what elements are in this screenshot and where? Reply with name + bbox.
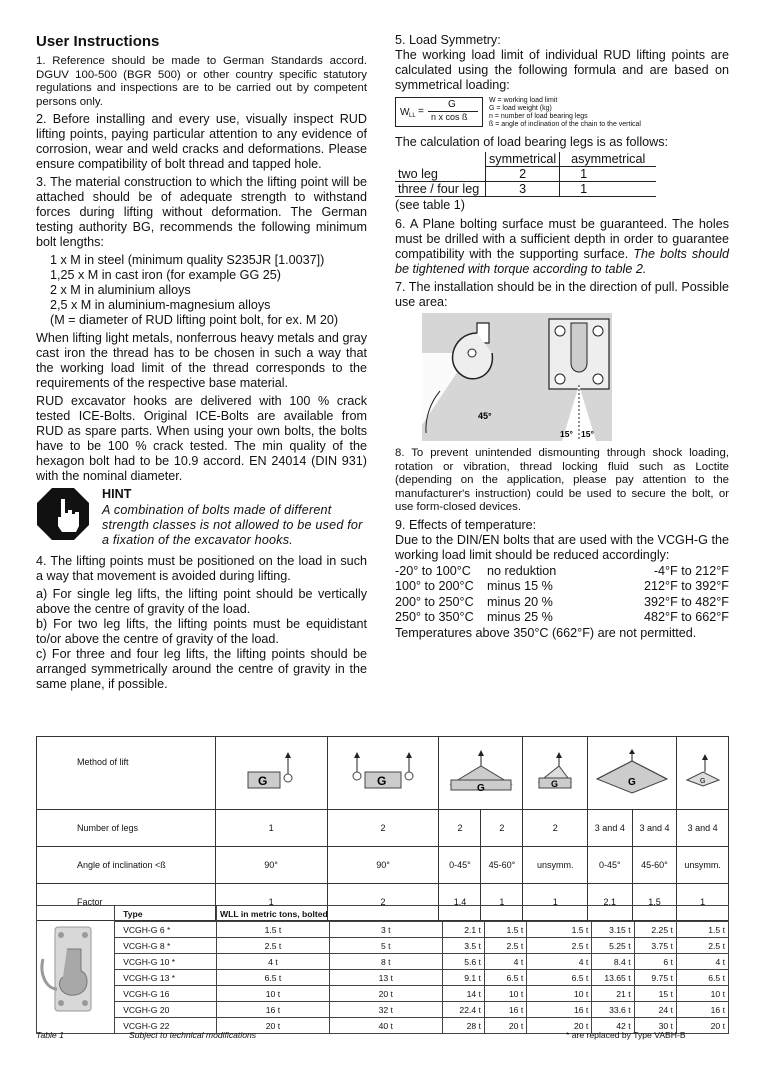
formula-lhs: W <box>400 107 410 118</box>
svg-text:G: G <box>476 783 485 794</box>
section-5-text: The working load limit of individual RUD lifting points are calculated using the following formula and are based on symmetrical loading: <box>395 48 729 92</box>
wll-cell: 16 t <box>484 1002 526 1018</box>
paragraph-6c: c) For three and four leg lifts, the lifting points should be arranged symmetrically around the centre of gravity in the same plane, if possible. <box>36 647 367 691</box>
legs-sym: 3 <box>486 182 560 197</box>
wll-cell: 2.25 t <box>634 922 676 938</box>
legs-sym: 2 <box>486 167 560 182</box>
legs-label: two leg <box>395 167 486 182</box>
legs-intro: The calculation of load bearing legs is as follows: <box>395 135 669 149</box>
bolt-length-note: (M = diameter of RUD lifting point bolt, for ex. M 20) <box>50 313 339 327</box>
formula-legend <box>489 97 641 129</box>
wll-cell: 13 t <box>329 970 442 986</box>
angle-cell: 0-45° <box>587 847 632 884</box>
product-image <box>37 906 115 1034</box>
wll-row <box>37 922 729 938</box>
wll-cell: 40 t <box>329 1018 442 1034</box>
wll-cell: 6.5 t <box>527 970 592 986</box>
paragraph-1: 1. Reference should be made to German Standards accord. DGUV 100-500 (BGR 500) or other country specific statutory regulations and inspections are to be carried out by competent persons only. <box>36 55 367 108</box>
legend-item: ß = angle of inclination of the chain to the vertical <box>489 121 641 128</box>
factor-cell: 1 <box>215 884 327 921</box>
use-area-diagram <box>422 313 612 441</box>
wll-cell: 16 t <box>676 1002 728 1018</box>
hint-box <box>36 487 367 548</box>
formula-box: W LL = G n x cos ß <box>395 97 483 127</box>
method-icon-two-leg <box>439 737 523 810</box>
type-cell: VCGH-G 20 <box>115 1002 217 1018</box>
wll-cell: 32 t <box>329 1002 442 1018</box>
type-cell: VCGH-G 13 * <box>115 970 217 986</box>
legs-cell: 3 and 4 <box>587 810 632 847</box>
angle-15b-label: 15° <box>581 429 594 439</box>
wll-cell: 20 t <box>676 1018 728 1034</box>
wll-cell: 2.5 t <box>527 938 592 954</box>
angle-cell: 45-60° <box>481 847 523 884</box>
temp-row: -20° to 100°C no reduktion -4°F to 212°F <box>395 563 729 578</box>
wll-cell: 2.1 t <box>442 922 484 938</box>
wll-cell: 4 t <box>217 954 330 970</box>
wll-cell: 15 t <box>634 986 676 1002</box>
section-7-text: 7. The installation should be in the direction of pull. Possible use area: <box>395 280 729 309</box>
bolt-length-item: 1 x M in steel (minimum quality S235JR [1.0037]) <box>50 253 325 267</box>
paragraph-2: 2. Before installing and every use, visually inspect RUD lifting points, paying particular attention to any evidence of corrosion, wear and weld cracks and deformations. Please ensure compatibility of bolt thread and tapped hole. <box>36 112 367 171</box>
wll-cell: 1.5 t <box>676 922 728 938</box>
footer-note: Subject to technical modifications <box>129 1030 257 1040</box>
bolt-length-item: 2 x M in aluminium alloys <box>50 283 191 297</box>
temperature-table <box>395 564 729 642</box>
left-column <box>36 33 367 695</box>
wll-cell: 3.5 t <box>442 938 484 954</box>
paragraph-5: RUD excavator hooks are delivered with 100 % crack tested ICE-Bolts. Original ICE-Bolts are available from RUD as spare parts. When using your own bolts, the bolts have to be 100 % crack tested. The min quality of the hexagon bolt had to be 10.9 accord. EN 24014 (DIN 931) with the nominal diameter. <box>36 394 367 483</box>
wll-cell: 21 t <box>592 986 634 1002</box>
temp-row: 200° to 250°C minus 20 % 392°F to 482°F <box>395 594 729 609</box>
replacement-note: * are replaced by Type VABH-B <box>566 1030 686 1040</box>
wll-cell: 9.1 t <box>442 970 484 986</box>
lift-method-table <box>36 736 729 921</box>
wll-cell: 20 t <box>484 1018 526 1034</box>
legs-label: three / four leg <box>395 182 486 197</box>
wll-cell: 8.4 t <box>592 954 634 970</box>
angle-cell: 45-60° <box>632 847 677 884</box>
svg-text:G: G <box>551 779 559 789</box>
wll-cell: 42 t <box>592 1018 634 1034</box>
legs-table <box>395 152 656 197</box>
wll-cell: 10 t <box>217 986 330 1002</box>
paragraph-4: When lifting light metals, nonferrous heavy metals and gray cast iron the thread has to be chosen in such a way that the working load limit of the thread corresponds to the requirements of the respective base material. <box>36 331 367 390</box>
temp-note: Temperatures above 350°C (662°F) are not permitted. <box>395 625 697 640</box>
hand-pointing-icon <box>36 487 90 541</box>
section-8-text: 8. To prevent unintended dismounting through shock loading, rotation or vibration, thread locking fluid such as Loctite (depending on the application, please pay attention to the manufacturer's instruction) could be used to secure the bolt, or use form-closed devices. <box>395 447 729 513</box>
wll-cell: 4 t <box>484 954 526 970</box>
wll-cell: 6.5 t <box>484 970 526 986</box>
temp-row: 100° to 200°C minus 15 % 212°F to 392°F <box>395 579 729 593</box>
wll-cell: 1.5 t <box>484 922 526 938</box>
angle-cell: 90° <box>327 847 439 884</box>
legs-cell: 2 <box>439 810 481 847</box>
wll-cell: 3.15 t <box>592 922 634 938</box>
formula-denominator: n x cos ß <box>431 112 468 122</box>
paragraph-6b: b) For two leg lifts, the lifting points must be equidistant to/or above the centre of gravity of the load. <box>36 617 367 646</box>
wll-cell: 5.25 t <box>592 938 634 954</box>
paragraph-3: 3. The material construction to which the lifting point will be attached should be of adequate strength to withstand forces during lifting without deformation. The German testing authority BG, recommends the following minimum bolt lengths: <box>36 175 367 249</box>
section-9-title: 9. Effects of temperature: <box>395 517 537 532</box>
formula <box>395 97 729 129</box>
paragraph-6: 4. The lifting points must be positioned on the load in such a way that movement is avoided during lifting. <box>36 554 367 583</box>
formula-sub: LL <box>409 113 416 119</box>
angle-cell: unsymm. <box>677 847 729 884</box>
factor-cell: 1.4 <box>439 884 481 921</box>
wll-cell: 14 t <box>442 986 484 1002</box>
legend-item: n = number of load bearing legs <box>489 113 588 120</box>
legs-cell: 2 <box>523 810 588 847</box>
table-caption: Table 1 <box>36 1030 64 1040</box>
legs-asym: 1 <box>560 167 657 182</box>
wll-cell: 4 t <box>676 954 728 970</box>
legs-asym: 1 <box>560 182 657 197</box>
hook-photo-icon <box>37 919 97 1019</box>
method-icon-double <box>327 737 439 810</box>
wll-cell: 33.6 t <box>592 1002 634 1018</box>
legs-cell: 2 <box>327 810 439 847</box>
wll-cell: 10 t <box>484 986 526 1002</box>
legs-cell: 3 and 4 <box>632 810 677 847</box>
type-cell: VCGH-G 6 * <box>115 922 217 938</box>
wll-table <box>36 905 729 1034</box>
svg-text:G: G <box>699 778 706 785</box>
method-icon-four-leg <box>587 737 676 810</box>
factor-cell: 2 <box>327 884 439 921</box>
method-of-lift-label: Method of lift <box>37 737 216 810</box>
type-cell: VCGH-G 22 <box>115 1018 217 1034</box>
wll-row <box>37 954 729 970</box>
section-5-title: 5. Load Symmetry: <box>395 33 501 47</box>
right-column <box>395 33 729 641</box>
wll-cell: 2.5 t <box>484 938 526 954</box>
wll-cell: 1.5 t <box>217 922 330 938</box>
wll-header: WLL in metric tons, bolted <box>217 906 729 922</box>
wll-cell: 5 t <box>329 938 442 954</box>
wll-cell: 1.5 t <box>527 922 592 938</box>
angle-cell: unsymm. <box>523 847 588 884</box>
wll-cell: 20 t <box>527 1018 592 1034</box>
wll-cell: 30 t <box>634 1018 676 1034</box>
angle-15a-label: 15° <box>560 429 573 439</box>
factor-cell: 1 <box>677 884 729 921</box>
method-icon-single <box>215 737 327 810</box>
factor-cell: 2.1 <box>587 884 632 921</box>
wll-cell: 28 t <box>442 1018 484 1034</box>
wll-cell: 10 t <box>527 986 592 1002</box>
wll-cell: 16 t <box>217 1002 330 1018</box>
angle-cell: 90° <box>215 847 327 884</box>
wll-cell: 8 t <box>329 954 442 970</box>
legs-cell: 3 and 4 <box>677 810 729 847</box>
factor-cell: 1.5 <box>632 884 677 921</box>
wll-row <box>37 938 729 954</box>
section-6-italic: The bolts should be tightened with torque according to table 2. <box>395 247 729 276</box>
wll-cell: 3.75 t <box>634 938 676 954</box>
wll-cell: 9.75 t <box>634 970 676 986</box>
hint-text: A combination of bolts made of different strength classes is not allowed to be used for a fixation of the excavator hooks. <box>102 503 363 547</box>
factor-label: Factor <box>37 884 216 921</box>
wll-cell: 6 t <box>634 954 676 970</box>
wll-cell: 13.65 t <box>592 970 634 986</box>
type-cell: VCGH-G 16 <box>115 986 217 1002</box>
wll-cell: 20 t <box>329 986 442 1002</box>
bolt-length-item: 1,25 x M in cast iron (for example GG 25) <box>50 268 281 282</box>
angle-label: Angle of inclination <ß <box>37 847 216 884</box>
section-6-text: 6. A Plane bolting surface must be guaranteed. The holes must be drilled with a sufficient depth in order to guarantee compatibility with the supporting surface. The bolts should be tightened with torque according to table 2. <box>395 217 729 276</box>
number-of-legs-label: Number of legs <box>37 810 216 847</box>
hint-title: HINT <box>102 487 132 501</box>
legs-cell: 2 <box>481 810 523 847</box>
wll-cell: 6.5 t <box>676 970 728 986</box>
wll-cell: 22.4 t <box>442 1002 484 1018</box>
svg-text:G: G <box>628 777 636 788</box>
angle-cell: 0-45° <box>439 847 481 884</box>
method-icon-two-leg-unsymm <box>523 737 588 810</box>
wll-cell: 5.6 t <box>442 954 484 970</box>
wll-cell: 6.5 t <box>217 970 330 986</box>
legs-head-sym: symmetrical <box>486 152 560 167</box>
wll-row <box>37 970 729 986</box>
wll-cell: 2.5 t <box>676 938 728 954</box>
method-icon-four-leg-unsymm <box>677 737 729 810</box>
wll-cell: 3 t <box>329 922 442 938</box>
wll-cell: 4 t <box>527 954 592 970</box>
svg-text:G: G <box>258 774 268 788</box>
formula-numerator: G <box>448 99 456 110</box>
section-9-text: Due to the DIN/EN bolts that are used with the VCGH-G the working load limit should be reduced accordingly: <box>395 532 729 562</box>
page-title: User Instructions <box>36 33 160 50</box>
bolt-length-list <box>50 253 367 328</box>
angle-45-label: 45° <box>478 411 492 421</box>
wll-row <box>37 1002 729 1018</box>
legs-head-asym: asymmetrical <box>560 152 657 167</box>
wll-cell: 20 t <box>217 1018 330 1034</box>
factor-cell: 1 <box>523 884 588 921</box>
wll-cell: 16 t <box>527 1002 592 1018</box>
type-cell: VCGH-G 10 * <box>115 954 217 970</box>
svg-text:G: G <box>377 774 387 788</box>
wll-cell: 24 t <box>634 1002 676 1018</box>
temp-row: 250° to 350°C minus 25 % 482°F to 662°F <box>395 610 729 624</box>
wll-cell: 10 t <box>676 986 728 1002</box>
wll-row <box>37 986 729 1002</box>
use-area-figure <box>422 313 612 441</box>
wll-cell: 2.5 t <box>217 938 330 954</box>
legend-item: G = load weight (kg) <box>489 105 552 112</box>
legs-note: (see table 1) <box>395 198 466 212</box>
type-header: Type <box>115 906 217 922</box>
factor-cell: 1 <box>481 884 523 921</box>
legend-item: W = working load limit <box>489 97 558 104</box>
paragraph-6a: a) For single leg lifts, the lifting point should be vertically above the centre of gravity of the load. <box>36 587 367 616</box>
bolt-length-item: 2,5 x M in aluminium-magnesium alloys <box>50 298 271 312</box>
type-cell: VCGH-G 8 * <box>115 938 217 954</box>
legs-cell: 1 <box>215 810 327 847</box>
